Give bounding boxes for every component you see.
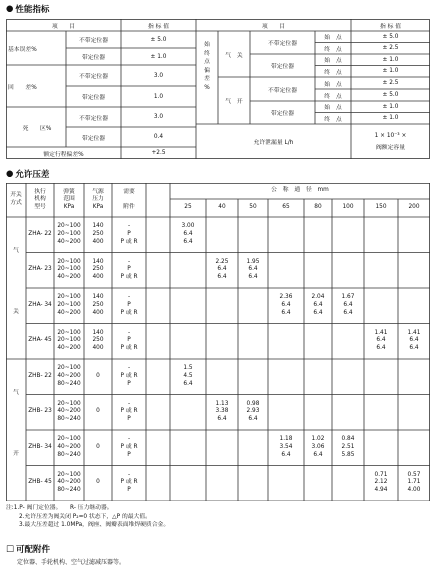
- dp-value-cell: 3.00 6.4 6.4: [181, 223, 195, 245]
- accessory-cell: - P P 或 R: [120, 258, 138, 281]
- note-3: 3.最大压差超过 1.0MPa，阀座、阀瓣表面堆焊硬质合金。: [19, 522, 170, 529]
- dp-value-cell: 1.18 3.54 6.4: [279, 436, 293, 458]
- air-cell: 140 250 400: [92, 329, 104, 352]
- end-label: 终 点: [324, 69, 342, 76]
- end-label: 终 点: [324, 116, 342, 123]
- mode-air-close-1: 气: [13, 248, 19, 255]
- section-title: 性能指标: [15, 5, 50, 15]
- with-positioner-label: 带定位器: [270, 111, 295, 117]
- start-label: 始 点: [324, 35, 342, 42]
- ao-no-end-value: ± 5.0: [382, 92, 399, 98]
- dp-value-cell: 1.41 6.4 6.4: [407, 329, 421, 352]
- dp-value-cell: 0.98 2.93 6.4: [246, 400, 260, 423]
- dp-value-cell: 2.04 6.4 6.4: [311, 294, 325, 316]
- dp-value-cell: 1.13 3.38 6.4: [215, 400, 229, 423]
- ao-no-start-value: ± 2.5: [382, 80, 399, 86]
- ao-with-end-value: ± 1.0: [382, 115, 399, 122]
- dp-value-cell: 1.5 4.5 6.4: [183, 365, 193, 387]
- mode-air-open-2: 开: [13, 451, 19, 458]
- model-cell: ZHB- 23: [28, 408, 52, 415]
- basic-error-no-value: ± 5.0: [150, 36, 167, 43]
- deadband-with-value: 0.4: [153, 134, 164, 140]
- bullet-icon: ●: [6, 169, 14, 179]
- dp-value-cell: 0.71 2.12 4.94: [374, 471, 388, 494]
- header-value: 指 标 值: [147, 23, 170, 30]
- header-accessory: 需要 附件: [123, 188, 135, 210]
- header-dn-40: 40: [218, 204, 226, 211]
- section-title: 可配附件: [16, 545, 51, 555]
- model-cell: ZHB- 45: [28, 479, 52, 486]
- hysteresis-with-value: 1.0: [153, 93, 164, 100]
- header-item: 项 目: [51, 23, 76, 30]
- air-open-label: 气 开: [225, 99, 243, 105]
- deadband-label: 死 区%: [22, 125, 52, 132]
- ac-no-end-value: ± 2.5: [382, 45, 399, 52]
- dp-value-cell: 1.02 3.06 6.4: [311, 436, 325, 458]
- leakage-label: 允许泄漏量 L/h: [253, 140, 294, 146]
- dp-value-cell: 1.41 6.4 6.4: [374, 329, 388, 352]
- header-mode: 开关 方式: [10, 192, 22, 206]
- header-dn-80: 80: [314, 204, 322, 211]
- section-performance-heading: [6, 3, 49, 15]
- air-cell: 140 250 400: [92, 294, 104, 316]
- with-positioner-label: 带定位器: [81, 95, 106, 101]
- spring-cell: 20~100 20~100 40~200: [57, 329, 81, 352]
- accessory-cell: - P 或 R P: [120, 436, 138, 458]
- mode-air-close-2: 关: [13, 309, 19, 316]
- bullet-icon: ●: [6, 4, 14, 14]
- header-air: 气源 压力 KPa: [92, 188, 104, 210]
- section-title: 允许压差: [15, 170, 50, 180]
- header-dn-150: 150: [375, 204, 387, 211]
- model-cell: ZHB- 22: [28, 372, 52, 379]
- model-cell: ZHA- 23: [28, 266, 52, 273]
- header-value-2: 指 标 值: [379, 23, 402, 30]
- end-label: 终 点: [324, 93, 342, 100]
- section-accessories-heading: [6, 543, 50, 555]
- dp-value-cell: 2.36 6.4 6.4: [279, 294, 293, 316]
- with-positioner-label: 带定位器: [81, 135, 106, 142]
- basic-error-with-value: ± 1.0: [150, 53, 167, 60]
- air-cell: 0: [96, 479, 100, 486]
- checkbox-icon: □: [6, 544, 15, 554]
- header-nominal-diameter: 公 称 通 径 mm: [271, 187, 329, 194]
- header-item-2: 项 目: [261, 23, 286, 30]
- spring-cell: 20~100 20~100 40~200: [57, 258, 81, 281]
- ac-with-end-value: ± 1.0: [382, 68, 399, 75]
- header-model: 执行 机构 型号: [34, 188, 46, 210]
- dp-value-cell: 1.67 6.4 6.4: [341, 294, 355, 316]
- start-label: 始 点: [324, 58, 342, 65]
- header-dn-200: 200: [408, 204, 420, 211]
- spring-cell: 20~100 20~100 40~200: [57, 294, 81, 316]
- air-cell: 140 250 400: [92, 223, 104, 245]
- with-positioner-label: 带定位器: [270, 64, 295, 70]
- ac-no-start-value: ± 5.0: [382, 33, 399, 40]
- dp-value-cell: 0.84 2.51 5.85: [341, 436, 355, 458]
- mode-air-open-1: 气: [13, 390, 19, 397]
- air-cell: 0: [96, 372, 100, 379]
- leakage-value: 1 × 10⁻³ × 阀额定容量: [374, 132, 407, 151]
- air-cell: 0: [96, 408, 100, 415]
- air-cell: 0: [96, 443, 100, 450]
- no-positioner-label: 不带定位器: [79, 115, 108, 122]
- hysteresis-no-value: 3.0: [153, 72, 164, 79]
- rated-travel-value: +2.5: [151, 150, 166, 156]
- end-label: 终 点: [324, 46, 342, 53]
- air-cell: 140 250 400: [92, 258, 104, 281]
- spring-cell: 20~100 40~200 80~240: [57, 365, 81, 387]
- endpoint-deviation-label: 始 终 点 偏 差 %: [204, 42, 210, 91]
- accessory-cell: - P P 或 R: [120, 223, 138, 245]
- header-spring: 弹簧 范围 KPa: [63, 188, 75, 210]
- hysteresis-label: 回 差%: [8, 84, 37, 91]
- note-2: 2.允许压差为阀关闭 P₂=0 状态下，△P 的最大值。: [19, 513, 151, 520]
- spring-cell: 20~100 40~200 80~240: [57, 436, 81, 458]
- header-dn-100: 100: [342, 204, 354, 211]
- performance-texts: [6, 19, 430, 159]
- no-positioner-label: 不带定位器: [268, 41, 297, 47]
- header-dn-50: 50: [249, 204, 257, 211]
- accessory-cell: - P 或 R P: [120, 400, 138, 423]
- spring-cell: 20~100 20~100 40~200: [57, 223, 81, 245]
- dp-value-cell: 0.57 1.71 4.00: [407, 471, 421, 494]
- rated-travel-label: 额定行程偏差%: [43, 151, 84, 158]
- accessories-text: 定位器、手轮机构、空气过滤减压器等。: [17, 559, 126, 566]
- start-label: 始 点: [324, 105, 342, 112]
- note-1: 注:1.P- 阀门定位器。 R- 压力继动器。: [6, 505, 113, 511]
- air-close-label: 气 关: [225, 52, 243, 59]
- no-positioner-label: 不带定位器: [268, 87, 297, 94]
- start-label: 始 点: [324, 81, 342, 88]
- no-positioner-label: 不带定位器: [79, 38, 108, 44]
- section-pressure-heading: [6, 168, 49, 180]
- accessory-cell: - P 或 R P: [120, 365, 138, 387]
- no-positioner-label: 不带定位器: [79, 74, 108, 80]
- pressure-table: [6, 183, 430, 501]
- accessory-cell: - P P 或 R: [120, 294, 138, 316]
- ac-with-start-value: ± 1.0: [382, 56, 399, 63]
- spring-cell: 20~100 40~200 80~240: [57, 471, 81, 494]
- model-cell: ZHB- 34: [28, 443, 52, 450]
- notes: [6, 504, 430, 530]
- model-cell: ZHA- 34: [28, 301, 52, 308]
- ao-with-start-value: ± 1.0: [382, 103, 399, 110]
- model-cell: ZHA- 22: [28, 230, 52, 237]
- spring-cell: 20~100 40~200 80~240: [57, 400, 81, 423]
- accessory-cell: - P 或 R P: [120, 471, 138, 494]
- dp-value-cell: 2.25 6.4 6.4: [215, 258, 229, 281]
- basic-error-label: 基本误差%: [8, 46, 37, 53]
- with-positioner-label: 带定位器: [81, 55, 106, 61]
- model-cell: ZHA- 45: [28, 337, 52, 344]
- dp-value-cell: 1.95 6.4 6.4: [246, 258, 260, 281]
- header-dn-25: 25: [184, 204, 192, 211]
- deadband-no-value: 3.0: [153, 114, 164, 120]
- header-dn-65: 65: [282, 204, 290, 211]
- accessory-cell: - P P 或 R: [120, 329, 138, 352]
